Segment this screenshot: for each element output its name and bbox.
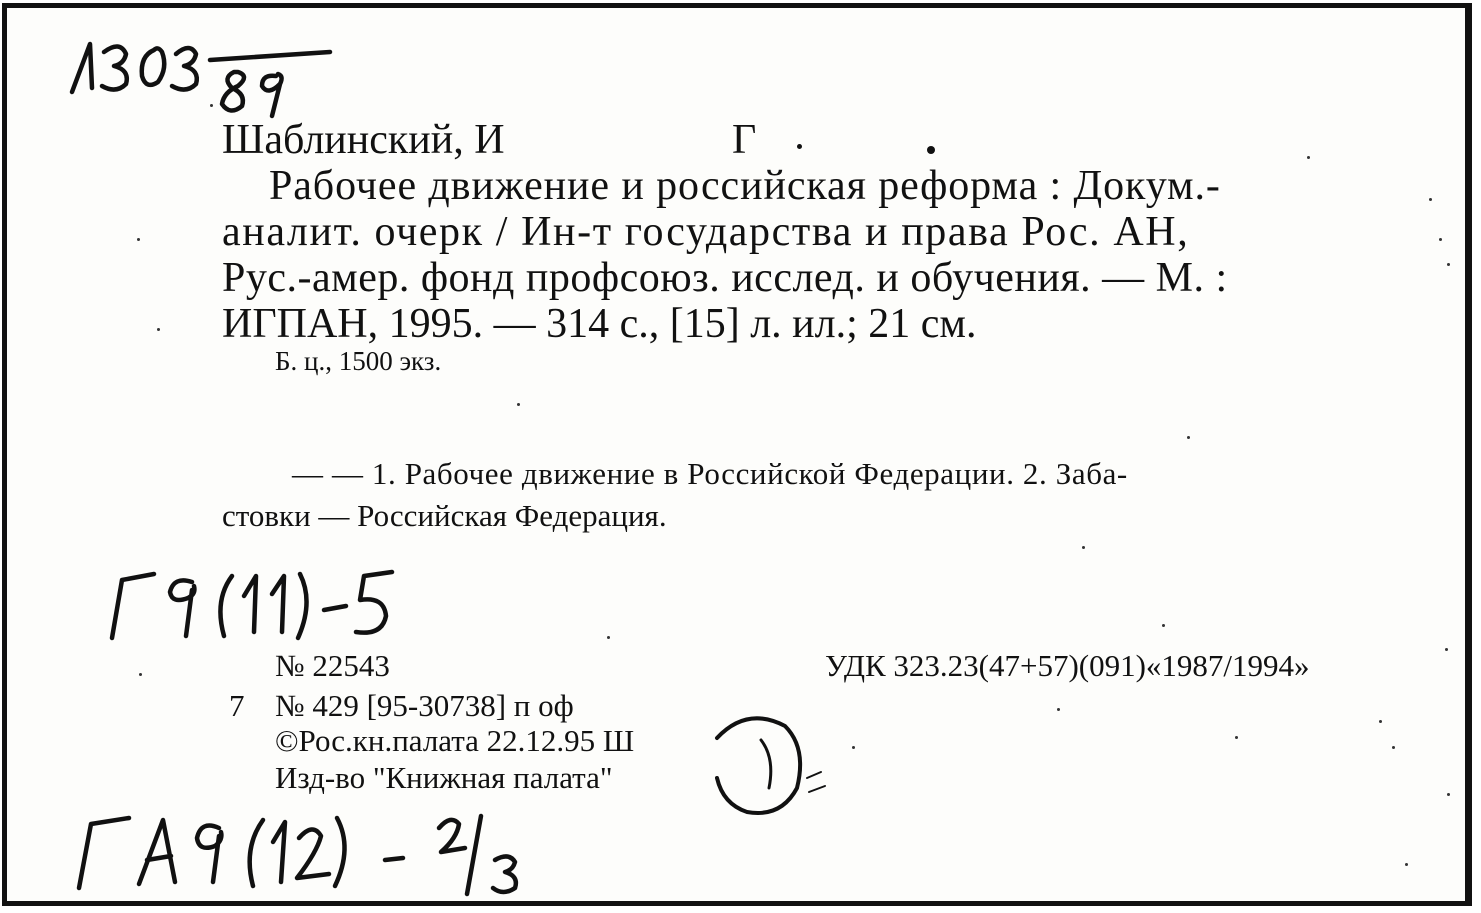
catalog-card [2, 3, 1472, 906]
speckle [139, 673, 142, 676]
speckle [852, 746, 855, 749]
series-digit: 7 [229, 688, 245, 723]
speckle [1307, 156, 1310, 159]
speckle [927, 146, 935, 154]
speckle [1057, 708, 1060, 711]
speckle [1447, 793, 1450, 796]
speckle [137, 238, 140, 241]
speckle [1162, 624, 1165, 627]
record-number: № 22543 [275, 648, 390, 683]
speckle [1405, 863, 1408, 866]
handwritten-class-code-1 [92, 556, 422, 646]
speckle [1082, 546, 1085, 549]
speckle [1447, 263, 1450, 266]
speckle [517, 403, 520, 406]
speckle [210, 104, 213, 107]
author-heading [222, 117, 757, 163]
speckle [1187, 436, 1190, 439]
title-line-2: аналит. очерк / Ин-т государства и права Рос. АН, [222, 209, 1190, 255]
copyright-line: ©Рос.кн.палата 22.12.95 Ш [275, 723, 635, 758]
subjects-line-2: стовки — Российская Федерация. [222, 498, 667, 533]
speckle [1392, 746, 1395, 749]
speckle [1445, 648, 1448, 651]
stamp-circle [697, 708, 847, 828]
speckle [797, 144, 802, 149]
title-line-4: ИГПАН, 1995. — 314 с., [15] л. ил.; 21 см. [222, 301, 977, 347]
udk-code: УДК 323.23(47+57)(091)«1987/1994» [825, 648, 1310, 683]
price-line: Б. ц., 1500 экз. [275, 346, 442, 376]
handwritten-call-number [62, 30, 352, 120]
speckle [1439, 238, 1442, 241]
author-initial-2: Г [732, 117, 757, 163]
title-line-3: Рус.-амер. фонд профсоюз. исслед. и обучения. — М. : [222, 255, 1228, 301]
print-line: № 429 [95-30738] п оф [275, 688, 574, 723]
speckle [1429, 198, 1432, 201]
speckle [607, 636, 610, 639]
speckle [1379, 720, 1382, 723]
title-line-1: Рабочее движение и российская реформа : Докум.- [269, 163, 1221, 209]
publisher-line: Изд-во "Книжная палата" [275, 760, 613, 795]
handwritten-class-code-2 [67, 798, 537, 898]
author-name: Шаблинский, И [222, 117, 505, 163]
subjects-line-1: — — 1. Рабочее движение в Российской Федерации. 2. Заба- [292, 456, 1128, 491]
speckle [1235, 736, 1238, 739]
speckle [157, 328, 160, 331]
